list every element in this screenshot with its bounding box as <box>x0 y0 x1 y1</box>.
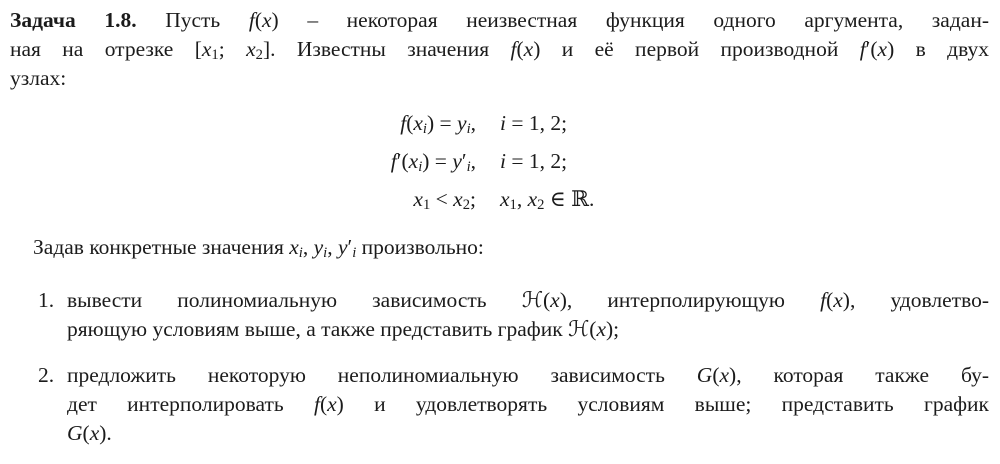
text-token: ряющую условиям выше, а также представить график <box>67 317 569 341</box>
equation-right <box>500 109 989 138</box>
text-token: Задача 1.8. <box>10 8 137 32</box>
text-token: ); <box>606 317 620 341</box>
text-token: x <box>523 37 534 61</box>
text-token: = 1, 2; <box>505 111 568 135</box>
text-token: = 1, 2; <box>505 149 568 173</box>
equation-right <box>500 185 989 214</box>
text-token: ′( <box>865 37 878 61</box>
text-token: f <box>400 111 407 135</box>
text-token: y <box>457 111 467 135</box>
text-token: , <box>470 149 476 173</box>
text-token: i <box>352 245 357 262</box>
text-token: x <box>527 187 538 211</box>
task-number: 1. <box>38 288 55 312</box>
problem-statement-paragraph <box>10 6 989 93</box>
text-token: f <box>510 37 517 61</box>
equation-block <box>286 109 989 214</box>
text-token: ]. Известны значения <box>262 37 511 61</box>
paragraph-line <box>10 64 989 93</box>
text-token: x <box>246 37 256 61</box>
text-token: x <box>289 235 299 259</box>
text-token: f <box>313 392 320 416</box>
text-token: дет интерполировать <box>67 392 314 416</box>
text-token: ′ <box>461 149 467 173</box>
text-token: i <box>323 245 328 262</box>
text-token: ℋ <box>521 288 543 312</box>
text-token: , <box>302 235 314 259</box>
task-item-1 <box>10 286 989 344</box>
text-token: x <box>408 149 419 173</box>
text-token: y <box>313 235 324 259</box>
text-token: 2 <box>255 47 263 64</box>
text-token: ), которая также бу- <box>729 363 989 387</box>
task-number: 2. <box>38 363 55 387</box>
text-token: Пусть <box>136 8 249 32</box>
text-token: x <box>413 187 423 211</box>
text-token: i <box>466 121 471 138</box>
text-token: x <box>550 288 560 312</box>
text-token: i <box>466 159 471 176</box>
text-token: x <box>877 37 888 61</box>
text-token: i <box>298 245 303 262</box>
text-token: y <box>337 235 348 259</box>
task-line <box>67 361 989 390</box>
text-token: ( <box>826 288 834 312</box>
text-token: i <box>422 121 427 138</box>
text-token: ( <box>254 8 262 32</box>
text-token: ; <box>470 187 476 211</box>
text-token: ( <box>712 363 720 387</box>
text-token: ℋ <box>568 317 590 341</box>
text-token: ная на отрезке [ <box>10 37 202 61</box>
text-token: < <box>430 187 454 211</box>
text-token: , <box>327 235 338 259</box>
equation-left <box>286 185 476 214</box>
text-token: ( <box>589 317 597 341</box>
text-token: x <box>719 363 730 387</box>
text-token: x <box>201 37 212 61</box>
text-token: ) = <box>426 111 458 135</box>
paragraph-line <box>10 35 989 64</box>
text-token: ), удовлетво- <box>842 288 989 312</box>
text-token: ). <box>99 421 112 445</box>
equation-left <box>286 147 476 176</box>
text-token: f <box>390 149 397 173</box>
text-token: 2 <box>537 197 545 214</box>
text-token: x <box>596 317 607 341</box>
text-token: f <box>820 288 827 312</box>
task-line <box>67 315 989 344</box>
text-token: x <box>89 421 100 445</box>
text-token: ∈ ℝ. <box>544 187 595 211</box>
text-token: x <box>262 8 272 32</box>
task-line <box>67 390 989 419</box>
equation-right <box>500 147 989 176</box>
text-token: ; <box>218 37 247 61</box>
text-token: ( <box>82 421 90 445</box>
text-token: x <box>327 392 337 416</box>
setup-paragraph <box>10 233 989 262</box>
equation-left <box>286 109 476 138</box>
text-token: ′( <box>396 149 409 173</box>
text-token: f <box>859 37 866 61</box>
paragraph-line <box>10 6 989 35</box>
text-token: ′ <box>347 235 353 259</box>
text-token: ), интерполирующую <box>559 288 821 312</box>
text-token: y <box>452 149 462 173</box>
text-token: G <box>696 363 713 387</box>
text-token: 2 <box>462 197 471 214</box>
text-token: 1 <box>509 197 517 214</box>
text-token: ( <box>516 37 524 61</box>
text-token: предложить некоторую неполиномиальную зависимость <box>67 363 697 387</box>
task-item-2 <box>10 361 989 448</box>
text-token: x <box>833 288 843 312</box>
text-token: ) и удовлетворять условиям выше; представить график <box>336 392 989 416</box>
text-token: f <box>248 8 255 32</box>
text-token: ( <box>542 288 551 312</box>
text-token: ( <box>319 392 328 416</box>
text-token: ) и её первой производной <box>533 37 860 61</box>
task-line <box>67 419 989 448</box>
text-token: i <box>500 111 506 135</box>
text-token: , <box>470 111 476 135</box>
text-token: x <box>413 111 423 135</box>
text-token: 1 <box>422 197 431 214</box>
text-token: Задав конкретные значения <box>33 235 290 259</box>
text-token: вывести полиномиальную зависимость <box>67 288 522 312</box>
text-token: узлах: <box>10 66 67 90</box>
text-token: ) – некоторая неизвестная функция одного аргумента, задан- <box>271 8 989 32</box>
text-token: x <box>453 187 463 211</box>
text-token: i <box>418 159 423 176</box>
task-line <box>67 286 989 315</box>
text-token: i <box>500 149 506 173</box>
text-token: , <box>516 187 528 211</box>
text-token: ( <box>406 111 414 135</box>
text-token: G <box>67 421 83 445</box>
text-token: 1 <box>211 47 219 64</box>
text-token: произвольно: <box>356 235 484 259</box>
text-token: ) = <box>422 149 453 173</box>
text-token: x <box>500 187 510 211</box>
text-token: ) в двух <box>887 37 989 61</box>
